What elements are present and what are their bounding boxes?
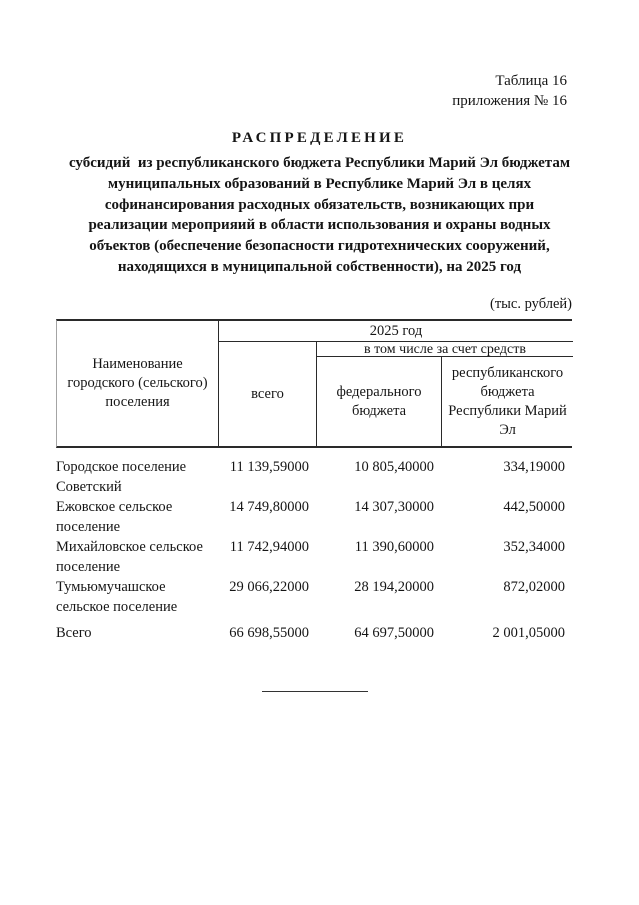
bottom-divider [262,691,368,692]
subtitle-line: субсидий из республиканского бюджета Республики Марий Эл бюджетам [68,155,571,171]
appendix-number-note: приложения № 16 [452,93,567,109]
cell-total-amount: 11 742,94000 [229,539,309,555]
cell-federal-amount: 14 307,30000 [354,499,434,515]
cell-republican-amount: 352,34000 [503,539,565,555]
table-header [56,319,572,448]
cell-settlement-name: Михайловское сельское поселение [56,539,203,575]
doc-title: РАСПРЕДЕЛЕНИЕ [231,130,408,146]
corner-note [452,71,567,111]
table-row [56,577,572,617]
cell-federal-amount: 10 805,40000 [354,459,434,475]
cell-settlement-name: Городское поселение Советский [56,459,187,495]
subtitle-line: реализации мероприяий в области использования и охраны водных [88,217,551,234]
subtitle-line: находящихся в муниципальной собственности), на 2025 год [117,258,522,275]
subtitle-line: софинансирования расходных обязательств, возникающих при [104,196,535,213]
doc-subtitle [0,153,639,278]
header-cell-breakdown-group: в том числе за счет средств [317,342,573,357]
cell-total-amount: 29 066,22000 [229,579,309,595]
header-cell-federal-budget: федерального бюджета [317,357,442,446]
cell-total-label: Всего [56,625,92,641]
cell-federal-amount: 64 697,50000 [354,625,434,641]
cell-total-amount: 14 749,80000 [229,499,309,515]
table-row [56,497,572,537]
header-cell-settlement-name: Наименование городского (сельского) поселения [57,321,219,446]
cell-republican-amount: 2 001,05000 [492,625,565,641]
cell-republican-amount: 334,19000 [503,459,565,475]
header-cell-republican-budget: республиканского бюджета Республики Марий Эл [448,364,567,438]
subtitle-line: объектов (обеспечение безопасности гидротехнических сооружений, [89,238,550,255]
header-cell-year-group: 2025 год [219,321,573,342]
cell-republican-amount: 442,50000 [503,499,565,515]
header-cell-total: всего [219,342,317,446]
table-number-note: Таблица 16 [495,73,567,89]
table-row [56,537,572,577]
table-row [56,457,572,497]
cell-federal-amount: 28 194,20000 [354,579,434,595]
budget-table [56,319,572,643]
cell-settlement-name: Ежовское сельское поселение [56,499,173,535]
units-note: (тыс. рублей) [490,296,572,312]
table-body [56,448,572,643]
cell-republican-amount: 872,02000 [503,579,565,595]
cell-federal-amount: 11 390,60000 [354,539,434,555]
cell-total-amount: 66 698,55000 [229,625,309,641]
cell-total-amount: 11 139,59000 [229,459,309,475]
subtitle-line: муниципальных образований в Республике Марий Эл в целях [107,175,532,192]
cell-settlement-name: Тумьюмучашское сельское поселение [56,579,178,615]
table-total-row [56,623,572,643]
